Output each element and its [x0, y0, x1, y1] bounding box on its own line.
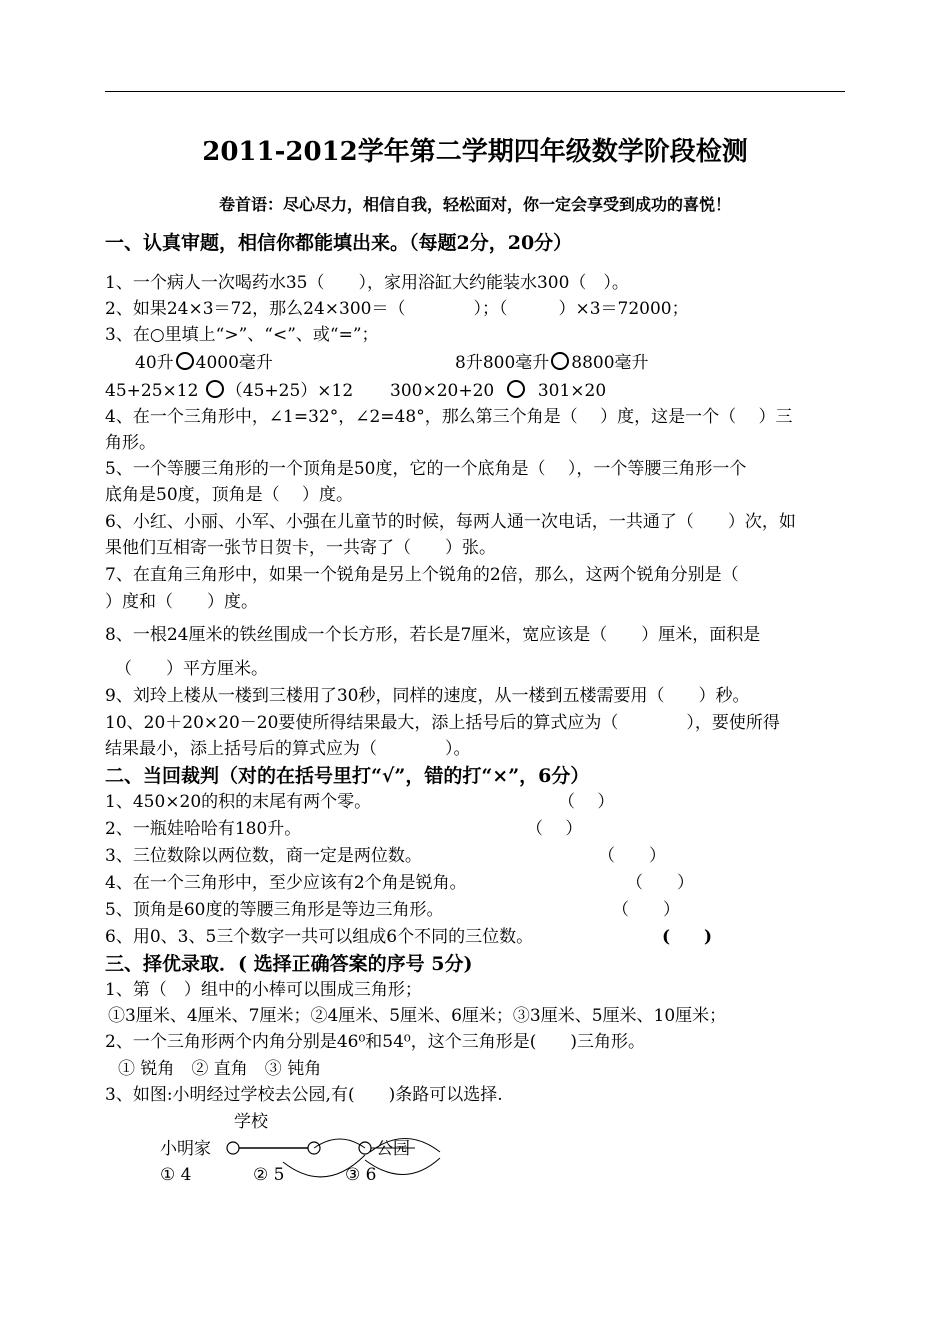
map-home-label: 小明家 [160, 1139, 211, 1159]
q3d-right: 301×20 [537, 381, 607, 401]
s3-q3-option-2: ② 5 [253, 1165, 285, 1185]
s1-q4b: 角形。 [105, 433, 156, 453]
section1-heading: 一、认真审题，相信你都能填出来。（每题2分，20分） [105, 232, 573, 254]
s1-q8a: 8、一根24厘米的铁丝围成一个长方形，若长是7厘米，宽应该是（ ）厘米，面积是 [105, 625, 761, 645]
q3d-left: 300×20+20 [390, 381, 495, 401]
s1-q10b: 结果最小，添上括号后的算式应为（ ）。 [105, 739, 471, 759]
section3-heading: 三、择优录取．( 选择正确答案的序号 5分) [105, 953, 473, 975]
s2-item: 3、三位数除以两位数，商一定是两位数。 [105, 846, 422, 866]
route-arc [314, 1139, 365, 1148]
s1-q6b: 果他们互相寄一张节日贺卡，一共寄了（ ）张。 [105, 538, 496, 558]
q3a-right: 4000毫升 [195, 353, 273, 373]
s2-answer-paren[interactable]: ( ) [662, 927, 713, 947]
s1-q4a: 4、在一个三角形中，∠1=32°，∠2=48°，那么第三个角是（ ）度，这是一个（ ）三 [105, 407, 793, 427]
s1-q9: 9、刘玲上楼从一楼到三楼用了30秒，同样的速度，从一楼到五楼需要用（ ）秒。 [105, 686, 750, 706]
page-title: 2011-2012学年第二学期四年级数学阶段检测 [202, 137, 748, 167]
home-node [227, 1142, 239, 1154]
q3a-left: 40升 [135, 353, 174, 373]
s2-answer-paren[interactable]: （ ） [558, 792, 615, 812]
map-park-label: 公园 [376, 1139, 410, 1159]
s3-q1: 1、第（ ）组中的小棒可以围成三角形； [105, 980, 422, 1000]
q3b-left: 8升800毫升 [455, 353, 550, 373]
route-arc [370, 1139, 440, 1153]
s3-q3-option-3: ③ 6 [345, 1165, 377, 1185]
s2-item: 4、在一个三角形中，至少应该有2个角是锐角。 [105, 873, 467, 893]
s2-answer-paren[interactable]: （ ） [598, 846, 666, 866]
s2-answer-paren[interactable]: （ ） [612, 900, 680, 920]
s2-item: 6、用0、3、5三个数字一共可以组成6个不同的三位数。 [105, 927, 534, 947]
q3c-right: （45+25）×12 [225, 381, 354, 401]
s3-q2: 2、一个三角形两个内角分别是46⁰和54⁰，这个三角形是( )三角形。 [105, 1032, 645, 1052]
s1-q7a: 7、在直角三角形中，如果一个锐角是另上个锐角的2倍，那么，这两个锐角分别是（ [105, 565, 739, 585]
q3b-right: 8800毫升 [571, 353, 649, 373]
map-school-label: 学校 [234, 1112, 268, 1132]
s1-q10a: 10、20＋20×20－20要使所得结果最大，添上括号后的算式应为（ ），要使所得 [105, 713, 780, 733]
s1-q5a: 5、一个等腰三角形的一个顶角是50度，它的一个底角是（ ），一个等腰三角形一个 [105, 459, 747, 479]
s1-q1: 1、一个病人一次喝药水35（ ），家用浴缸大约能装水300（ ）。 [105, 273, 629, 293]
s3-q3: 3、如图:小明经过学校去公园,有( )条路可以选择. [105, 1085, 503, 1105]
s1-q7b: ）度和（ ）度。 [105, 592, 258, 612]
s2-item: 5、顶角是60度的等腰三角形是等边三角形。 [105, 900, 444, 920]
s2-item: 1、450×20的积的末尾有两个零。 [105, 792, 372, 812]
s2-answer-paren[interactable]: （ ） [626, 873, 694, 893]
s1-q2: 2、如果24×3＝72，那么24×300＝（ ）；（ ）×3＝72000； [105, 299, 689, 319]
s1-q6a: 6、小红、小丽、小军、小强在儿童节的时候，每两人通一次电话，一共通了（ ）次，如 [105, 512, 796, 532]
s1-q8b: （ ）平方厘米。 [115, 659, 268, 679]
q3c-left: 45+25×12 [105, 381, 199, 401]
motto: 卷首语：尽心尽力，相信自我，轻松面对，你一定会享受到成功的喜悦！ [218, 195, 731, 214]
s1-q5b: 底角是50度，顶角是（ ）度。 [105, 485, 354, 505]
s2-answer-paren[interactable]: （ ） [526, 819, 583, 839]
s3-q3-option-1: ① 4 [160, 1165, 192, 1185]
s2-item: 2、一瓶娃哈哈有180升。 [105, 819, 302, 839]
section2-heading: 二、当回裁判（对的在括号里打“√”，错的打“×”，6分） [105, 765, 590, 787]
s3-q2-options: ① 锐角 ② 直角 ③ 钝角 [118, 1059, 322, 1079]
s3-q1-options: ①3厘米、4厘米、7厘米；②4厘米、5厘米、6厘米；③3厘米、5厘米、10厘米； [108, 1006, 727, 1026]
s1-q3: 3、在○里填上“>”、“<”、或“=”； [105, 325, 379, 345]
